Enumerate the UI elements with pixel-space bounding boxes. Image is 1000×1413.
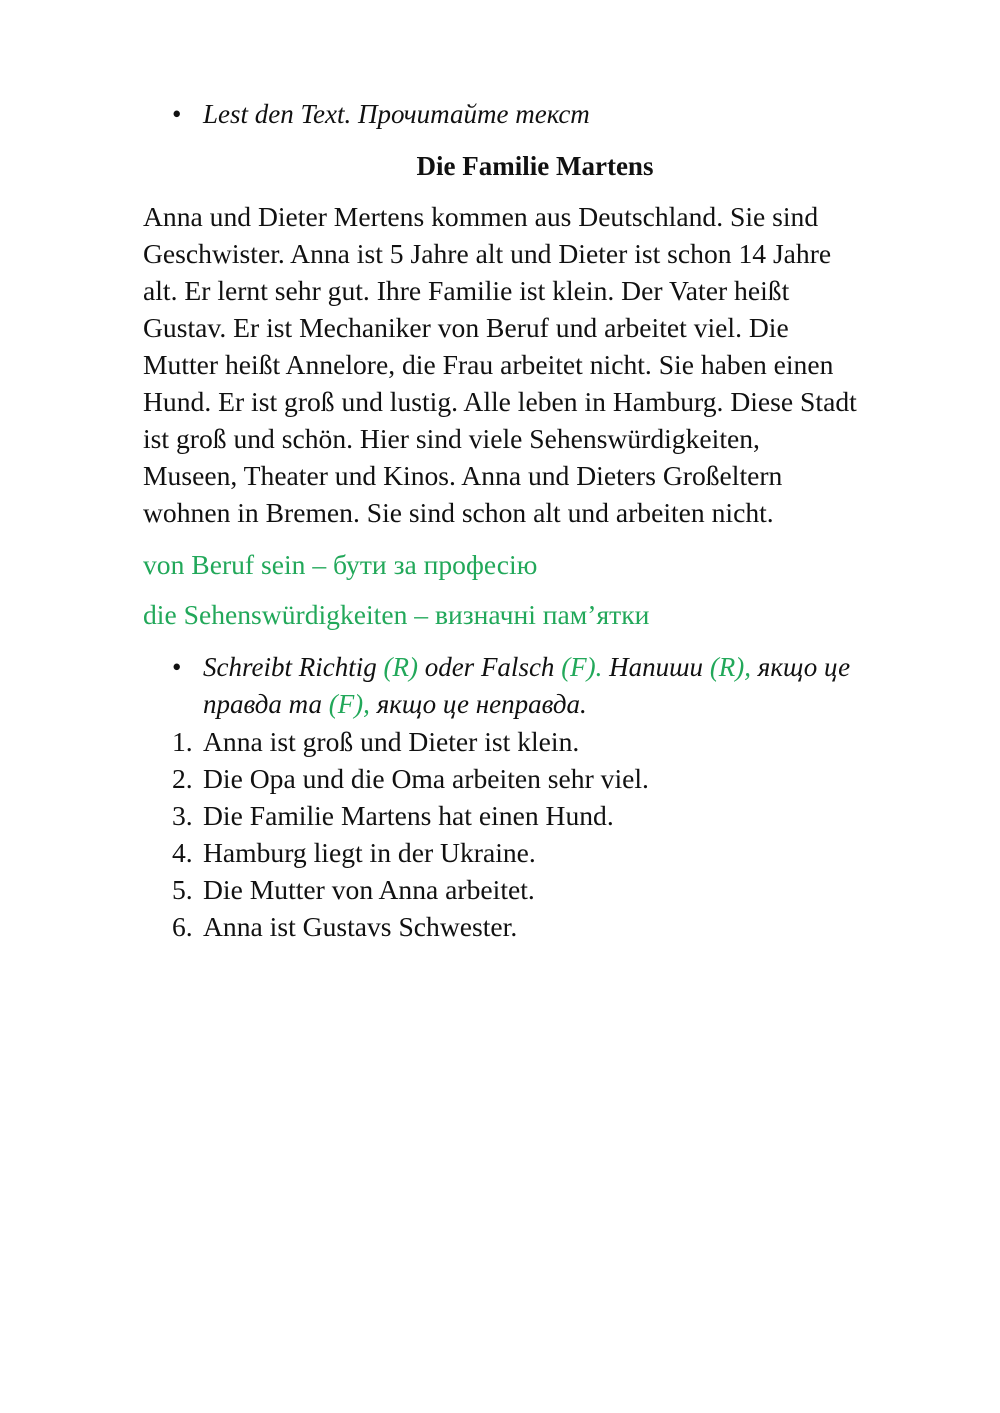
paragraph-line: ist groß und schön. Hier sind viele Sehenswürdigkeiten, [143,423,760,454]
instruction-marker-f: (F), [328,689,370,719]
vocabulary-item: die Sehenswürdigkeiten – визначні пам’ятки [143,599,650,630]
statement-text: Die Opa und die Oma arbeiten sehr viel. [203,763,649,794]
instruction-marker-f: (F). [561,652,603,682]
paragraph-line: Hund. Er ist groß und lustig. Alle leben in Hamburg. Diese Stadt [143,386,857,417]
list-number: 5. [172,874,193,905]
text-title: Die Familie Martens [416,151,654,181]
instruction-text: oder Falsch [417,652,562,682]
list-number: 3. [172,800,193,831]
paragraph-line: Gustav. Er ist Mechaniker von Beruf und arbeitet viel. Die [143,312,789,343]
paragraph-line: Anna und Dieter Mertens kommen aus Deutschland. Sie sind [143,201,819,232]
instruction-text: правда та [203,689,329,719]
paragraph-line: Mutter heißt Annelore, die Frau arbeitet nicht. Sie haben einen [143,349,834,380]
list-number: 2. [172,763,193,794]
instruction-marker-r: (R) [383,652,418,682]
instruction-text: якщо це [751,652,851,682]
statement-text: Anna ist Gustavs Schwester. [203,911,518,942]
vocabulary-item: von Beruf sein – бути за професію [143,549,538,580]
instruction-true-false-line1 [203,649,850,686]
bullet-icon: • [172,652,182,682]
paragraph-line: Museen, Theater und Kinos. Anna und Dieters Großeltern [143,460,783,491]
instruction-true-false-line2 [203,686,587,723]
statement-text: Die Familie Martens hat einen Hund. [203,800,614,831]
paragraph-line: Geschwister. Anna ist 5 Jahre alt und Dieter ist schon 14 Jahre [143,238,832,269]
instruction-text: якщо це неправда. [369,689,587,719]
instruction-read-text-label: Lest den Text. Прочитайте текст [203,99,590,129]
instruction-marker-r: (R), [709,652,752,682]
paragraph-line: alt. Er lernt sehr gut. Ihre Familie ist klein. Der Vater heißt [143,275,790,306]
paragraph-line: wohnen in Bremen. Sie sind schon alt und arbeiten nicht. [143,497,774,528]
statement-text: Hamburg liegt in der Ukraine. [203,837,536,868]
instruction-text: Schreibt Richtig [203,652,384,682]
instruction-text: Напиши [602,652,710,682]
list-number: 1. [172,726,193,757]
bullet-icon: • [172,99,182,129]
statement-text: Die Mutter von Anna arbeitet. [203,874,535,905]
statement-text: Anna ist groß und Dieter ist klein. [203,726,580,757]
list-number: 6. [172,911,193,942]
list-number: 4. [172,837,193,868]
